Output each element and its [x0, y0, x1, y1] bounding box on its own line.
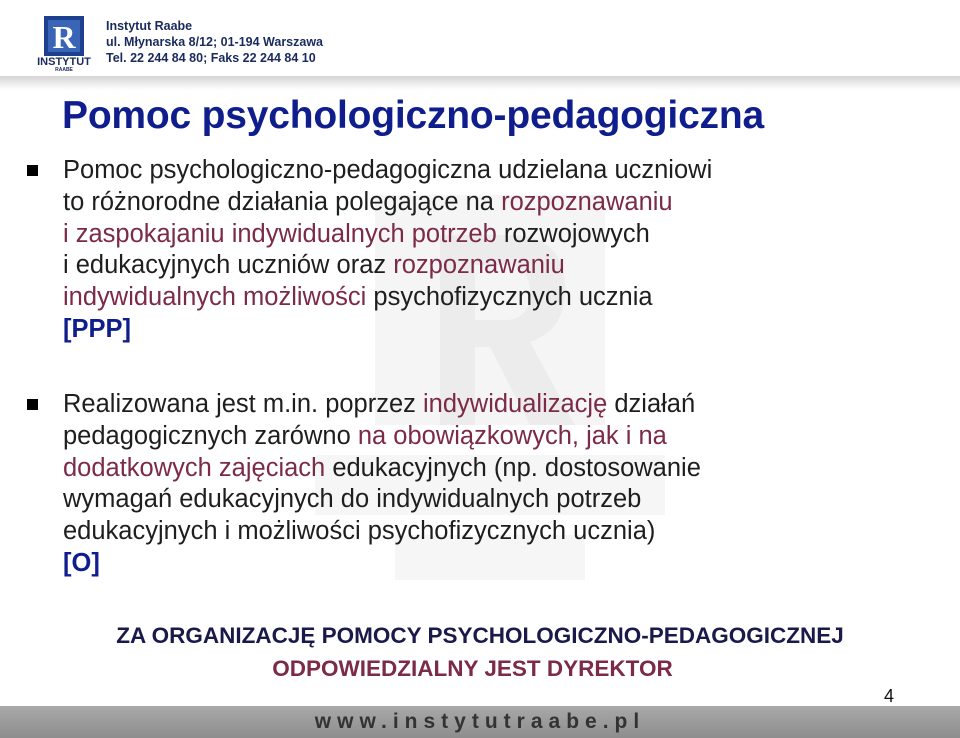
- highlighted-text: indywidualnych możliwości: [63, 283, 367, 312]
- website-url[interactable]: www.instytutraabe.pl: [314, 710, 646, 733]
- text-run: psychofizycznych ucznia: [366, 283, 653, 312]
- statement-line-1: ZA ORGANIZACJĘ POMOCY PSYCHOLOGICZNO-PEDAGOGICZNEJ: [116, 623, 844, 648]
- text-run: działań: [607, 390, 696, 418]
- text-run: to różnorodne działania polegające na: [63, 187, 502, 216]
- bullet-line: [63, 250, 922, 282]
- header-divider: [0, 76, 960, 90]
- institute-phone: Tel. 22 244 84 80; Faks 22 244 84 10: [106, 51, 316, 65]
- logo-letter: R: [52, 19, 76, 55]
- bullet-line: [63, 421, 922, 453]
- tag-ppp: [PPP]: [63, 314, 132, 343]
- footer-bar: [0, 706, 960, 738]
- text-run: i edukacyjnych uczniów oraz: [63, 251, 394, 280]
- bullet-line: [63, 389, 922, 421]
- statement-line-2: ODPOWIEDZIALNY JEST DYREKTOR: [272, 656, 673, 681]
- bullet-line: [63, 155, 922, 187]
- square-bullet-icon: [27, 165, 38, 176]
- text-run: pedagogicznych zarówno: [63, 421, 358, 450]
- highlighted-text: indywidualizację: [423, 390, 608, 418]
- bullet-text: [63, 155, 922, 346]
- logo-text: INSTYTUT: [37, 56, 91, 68]
- instytut-raabe-logo: [30, 14, 98, 72]
- bullet-line: [63, 516, 922, 548]
- tag-o: [O]: [63, 548, 100, 577]
- highlighted-text: na obowiązkowych, jak i na: [357, 421, 667, 450]
- bullet-line: [63, 219, 922, 251]
- bullet-line: [63, 282, 922, 314]
- slide-title: Pomoc psychologiczno-pedagogiczna: [62, 94, 764, 137]
- text-run: rozwojowych: [496, 219, 650, 248]
- bullet-text: [63, 389, 922, 580]
- bullet-o: [22, 389, 922, 580]
- institute-info: [106, 18, 323, 66]
- logo-subtext: RAABE: [55, 67, 73, 72]
- institute-address: ul. Młynarska 8/12; 01-194 Warszawa: [106, 35, 324, 49]
- text-run: wymagań edukacyjnych do indywidualnych potrzeb: [63, 485, 642, 514]
- text-run: Realizowana jest m.in. poprzez: [63, 390, 424, 418]
- highlighted-text: i zaspokajaniu indywidualnych potrzeb: [63, 219, 497, 248]
- bullet-ppp: [22, 155, 922, 346]
- bullet-line: [63, 453, 922, 485]
- bullet-line: [63, 484, 922, 516]
- text-run: Pomoc psychologiczno-pedagogiczna udzielana uczniowi: [63, 156, 713, 184]
- header: [0, 0, 960, 80]
- institute-name: Instytut Raabe: [106, 19, 193, 33]
- text-run: edukacyjnych (np. dostosowanie: [325, 453, 701, 482]
- bullet-line: [63, 187, 922, 219]
- text-run: edukacyjnych i możliwości psychofizycznych ucznia): [63, 517, 656, 546]
- highlighted-text: rozpoznawaniu: [393, 251, 565, 280]
- highlighted-text: rozpoznawaniu: [501, 187, 673, 216]
- highlighted-text: dodatkowych zajęciach: [63, 453, 326, 482]
- square-bullet-icon: [27, 399, 38, 410]
- page-number: 4: [884, 686, 895, 706]
